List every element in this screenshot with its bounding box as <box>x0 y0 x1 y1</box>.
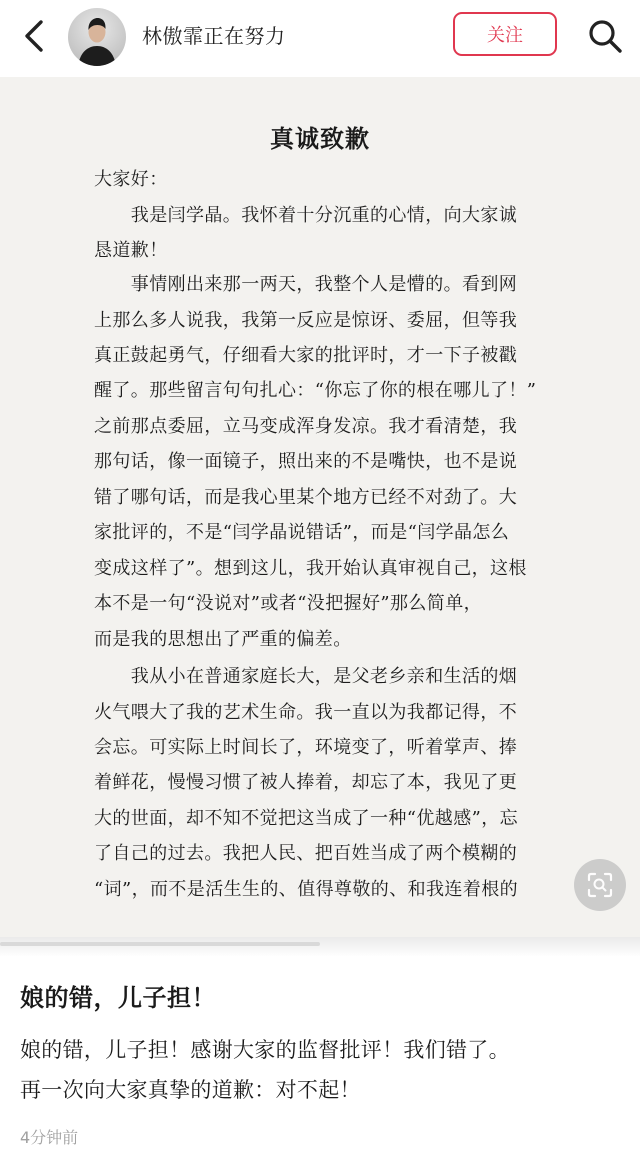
post-body <box>20 1030 624 1110</box>
follow-button[interactable]: 关注 <box>453 12 557 56</box>
letter-line: 变成这样了”。想到这儿，我开始认真审视自己，这根 <box>94 558 527 579</box>
letter-line: 醒了。那些留言句句扎心：“你忘了你的根在哪儿了！” <box>94 380 537 401</box>
letter-line: 我从小在普通家庭长大，是父老乡亲和生活的烟 <box>94 666 518 687</box>
letter-line: 错了哪句话，而是我心里某个地方已经不对劲了。大 <box>94 487 518 508</box>
letter-line: 着鲜花，慢慢习惯了被人捧着，却忘了本，我见了更 <box>94 772 518 793</box>
letter-line: 大家好： <box>94 169 168 190</box>
section-divider <box>0 937 640 957</box>
post-body-line: 娘的错，儿子担！感谢大家的监督批评！我们错了。 <box>20 1038 510 1062</box>
letter-line: 真正鼓起勇气，仔细看大家的批评时，才一下子被戳 <box>94 345 518 366</box>
author-name[interactable]: 林傲霏正在努力 <box>142 24 286 48</box>
letter-line: 那句话，像一面镜子，照出来的不是嘴快，也不是说 <box>94 451 518 472</box>
letter-line: 上那么多人说我，我第一反应是惊讶、委屈，但等我 <box>94 310 518 331</box>
letter-line: 大的世面，却不知不觉把这当成了一种“优越感”，忘 <box>94 808 519 829</box>
back-button[interactable] <box>18 18 50 54</box>
letter-image[interactable] <box>0 77 640 937</box>
letter-line: 恳道歉！ <box>94 240 168 261</box>
letter-line: 家批评的，不是“闫学晶说错话”，而是“闫学晶怎么 <box>94 522 510 543</box>
letter-line: 本不是一句“没说对”或者“没把握好”那么简单， <box>94 593 483 614</box>
letter-line: 事情刚出来那一两天，我整个人是懵的。看到网 <box>94 274 518 295</box>
post-title: 娘的错，儿子担！ <box>20 984 216 1012</box>
image-search-button[interactable] <box>574 859 626 911</box>
letter-line: 之前那点委屈，立马变成浑身发凉。我才看清楚，我 <box>94 416 518 437</box>
letter-line: 会忘。可实际上时间长了，环境变了，听着掌声、捧 <box>94 737 518 758</box>
letter-line: “词”，而不是活生生的、值得尊敬的、和我连着根的 <box>94 879 519 900</box>
post-timestamp: 4分钟前 <box>20 1128 79 1147</box>
letter-line: 了自己的过去。我把人民、把百姓当成了两个模糊的 <box>94 843 518 864</box>
avatar-photo <box>68 8 126 66</box>
letter-title: 真诚致歉 <box>270 124 370 153</box>
search-button[interactable] <box>585 16 625 56</box>
scan-icon <box>586 871 614 899</box>
search-icon <box>587 18 623 54</box>
chevron-left-icon <box>23 18 45 54</box>
top-bar <box>0 0 640 76</box>
author-avatar[interactable] <box>68 8 126 66</box>
letter-line: 火气喂大了我的艺术生命。我一直以为我都记得，不 <box>94 702 518 723</box>
letter-line: 我是闫学晶。我怀着十分沉重的心情，向大家诚 <box>94 205 518 226</box>
post-body-line: 再一次向大家真挚的道歉：对不起！ <box>20 1078 361 1102</box>
letter-line: 而是我的思想出了严重的偏差。 <box>94 629 352 650</box>
image-page-indicator <box>0 942 320 946</box>
